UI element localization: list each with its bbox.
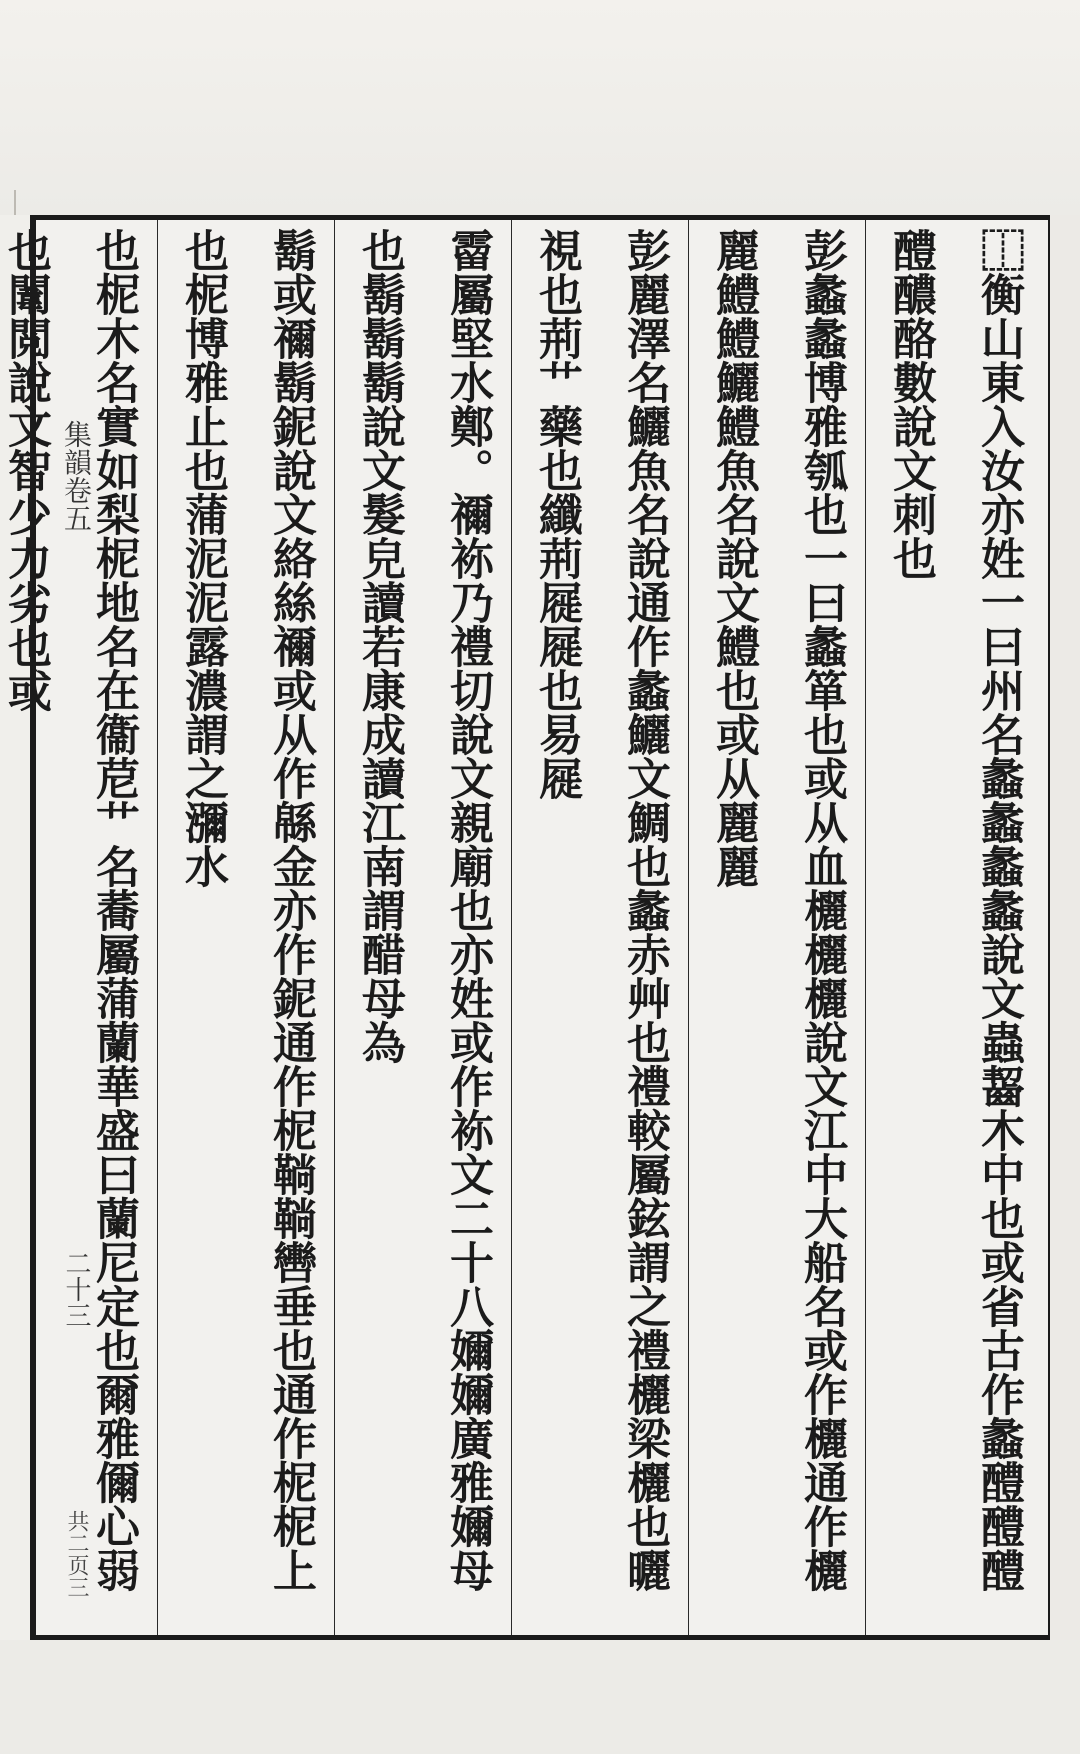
margin-title: 集韻卷五: [60, 420, 93, 532]
text-column-4: 霤屬堅水鄭。禰袮乃禮切說文親廟也亦姓或作袮文二十八嬭嬭廣雅嬭母也鬍鬍鬍說文髮皃讀若康成讀江南謂醋母為: [334, 220, 511, 1635]
page-bottom-margin: [0, 1640, 1080, 1754]
text-column-6: 也柅木名實如梨柅地名在衞苨艹名蕎屬蒲蘭華盛曰蘭尼定也爾雅儞心弱也闈閲說文智少力劣也或: [0, 220, 157, 1635]
text-column-5: 鬍或禰鬍鈮說文絡絲禰或从作緜金亦作鈮通作柅鞝鞝轡垂也通作柅柅上也柅博雅止也蒲泥泥露濃謂之瀰水: [157, 220, 334, 1635]
folio-number: 二十三: [61, 1250, 91, 1328]
page-top-margin: [0, 0, 1080, 215]
text-column-1: ⿰衡山東入汝亦姓一曰州名蠡蠡蠡蠡說文蟲齧木中也或省古作蠡醴醴醴醴醲酪數說文刺也: [865, 220, 1042, 1635]
text-column-2: 彭蠡蠡博雅瓠也一曰蠡箪也或从血欐欐欐說文江中大船名或作欐通作欐麗鱧鱧鱺鱧魚名說文鱧也或从麗麗: [688, 220, 865, 1635]
text-frame: [0, 215, 1050, 1640]
collection-seal-text: 共二页三: [64, 1510, 89, 1598]
text-column-3: 彭麗澤名鱺魚名說通作蠡鱺文鯛也蠡赤艸也禮較屬鉉謂之禮欐梁欐也曬視也荊艹藥也纖荊屣屣也易屣: [511, 220, 688, 1635]
